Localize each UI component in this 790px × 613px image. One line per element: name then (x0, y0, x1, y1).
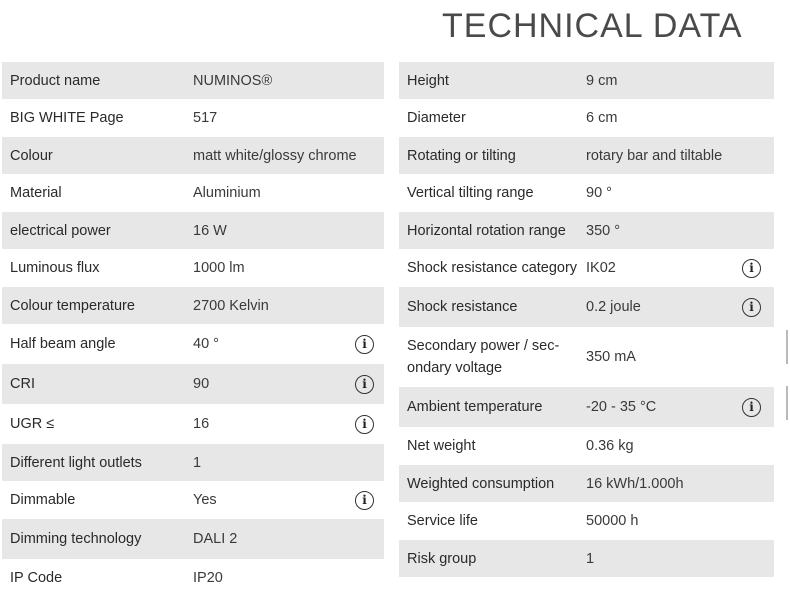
spec-row (399, 387, 774, 427)
spec-row (2, 174, 384, 212)
info-icon[interactable]: i (742, 398, 761, 417)
spec-row (2, 364, 384, 404)
spec-value: 1000 lm (193, 260, 245, 276)
spec-value: 1 (193, 454, 202, 471)
info-icon[interactable]: i (355, 375, 374, 394)
spec-label: Colour (10, 147, 53, 164)
spec-row (399, 327, 774, 387)
spec-label: Different light outlets (10, 454, 142, 471)
spec-row (399, 427, 774, 465)
spec-row (2, 404, 384, 444)
scroll-edge-mark (786, 386, 788, 420)
spec-label: Half beam angle (10, 336, 116, 352)
spec-label: IP Code (10, 569, 63, 586)
spec-label: Net weight (407, 438, 476, 454)
spec-value: 16 kWh/1.000h (586, 475, 684, 492)
spec-value: 2700 Kelvin (193, 297, 269, 314)
spec-row (399, 62, 774, 99)
spec-label: Horizontal rotation range (407, 222, 566, 239)
spec-table-left (2, 62, 384, 596)
spec-label: Material (10, 185, 62, 201)
spec-value: IP20 (193, 569, 223, 586)
spec-label: BIG WHITE Page (10, 110, 124, 126)
spec-row (2, 324, 384, 364)
spec-label: Dimmable (10, 492, 76, 508)
spec-label: Vertical tilting range (407, 185, 534, 201)
spec-label: Diameter (407, 110, 466, 126)
spec-row (399, 174, 774, 212)
spec-value: 40 ° (193, 336, 219, 352)
spec-row (2, 62, 384, 99)
spec-value: 90 ° (586, 185, 612, 201)
spec-row (2, 99, 384, 137)
spec-row (399, 249, 774, 287)
spec-row (399, 212, 774, 249)
info-icon[interactable]: i (355, 491, 374, 510)
spec-value: NUMINOS® (193, 72, 273, 89)
spec-label: Ambient temperature (407, 399, 543, 415)
spec-value: DALI 2 (193, 531, 238, 547)
spec-value: Yes (193, 492, 217, 508)
info-icon[interactable]: i (742, 259, 761, 278)
spec-value: 16 (193, 416, 210, 432)
spec-value: 517 (193, 110, 218, 126)
spec-label: Dimming technology (10, 531, 142, 547)
page-title: TECHNICAL DATA (442, 7, 743, 45)
spec-value: -20 - 35 °C (586, 399, 657, 415)
spec-label: Colour temperature (10, 297, 135, 314)
spec-label: Rotating or tilting (407, 147, 516, 164)
spec-value: 90 (193, 376, 210, 392)
spec-value: 0.2 joule (586, 299, 641, 315)
spec-row (399, 99, 774, 137)
spec-label: Luminous flux (10, 260, 100, 276)
spec-label: Shock resistance (407, 299, 518, 315)
spec-row (2, 559, 384, 596)
spec-label: UGR ≤ (10, 416, 55, 432)
spec-value: matt white/glossy chrome (193, 147, 357, 164)
spec-row (2, 249, 384, 287)
spec-row (2, 444, 384, 481)
spec-value: 1 (586, 550, 595, 567)
spec-value: 350 ° (586, 222, 621, 239)
spec-row (2, 481, 384, 519)
spec-row (399, 287, 774, 327)
spec-value: 350 mA (586, 349, 636, 365)
info-icon[interactable]: i (742, 298, 761, 317)
spec-label: Risk group (407, 550, 477, 567)
spec-value: 6 cm (586, 110, 618, 126)
spec-row (399, 540, 774, 577)
spec-label: Height (407, 72, 449, 89)
spec-value: 50000 h (586, 513, 639, 529)
spec-value: IK02 (586, 260, 616, 276)
spec-label: electrical power (10, 222, 111, 239)
spec-label: Product name (10, 72, 101, 89)
spec-row (2, 137, 384, 174)
spec-label: CRI (10, 376, 35, 392)
spec-value: 16 W (193, 222, 227, 239)
spec-row (2, 212, 384, 249)
spec-value: 0.36 kg (586, 438, 634, 454)
spec-label: Weighted consumption (407, 475, 555, 492)
spec-table-right (399, 62, 774, 577)
spec-value: Aluminium (193, 185, 261, 201)
spec-row (399, 137, 774, 174)
spec-row (2, 519, 384, 559)
spec-label: Secondary power / sec- ondary voltage (407, 338, 560, 376)
spec-value: 9 cm (586, 72, 618, 89)
spec-label: Service life (407, 513, 478, 529)
info-icon[interactable]: i (355, 415, 374, 434)
info-icon[interactable]: i (355, 335, 374, 354)
spec-label: Shock resistance category (407, 260, 578, 276)
scroll-edge-mark (786, 330, 788, 364)
spec-row (399, 502, 774, 540)
spec-value: rotary bar and tiltable (586, 147, 723, 164)
spec-row (399, 465, 774, 502)
spec-row (2, 287, 384, 324)
